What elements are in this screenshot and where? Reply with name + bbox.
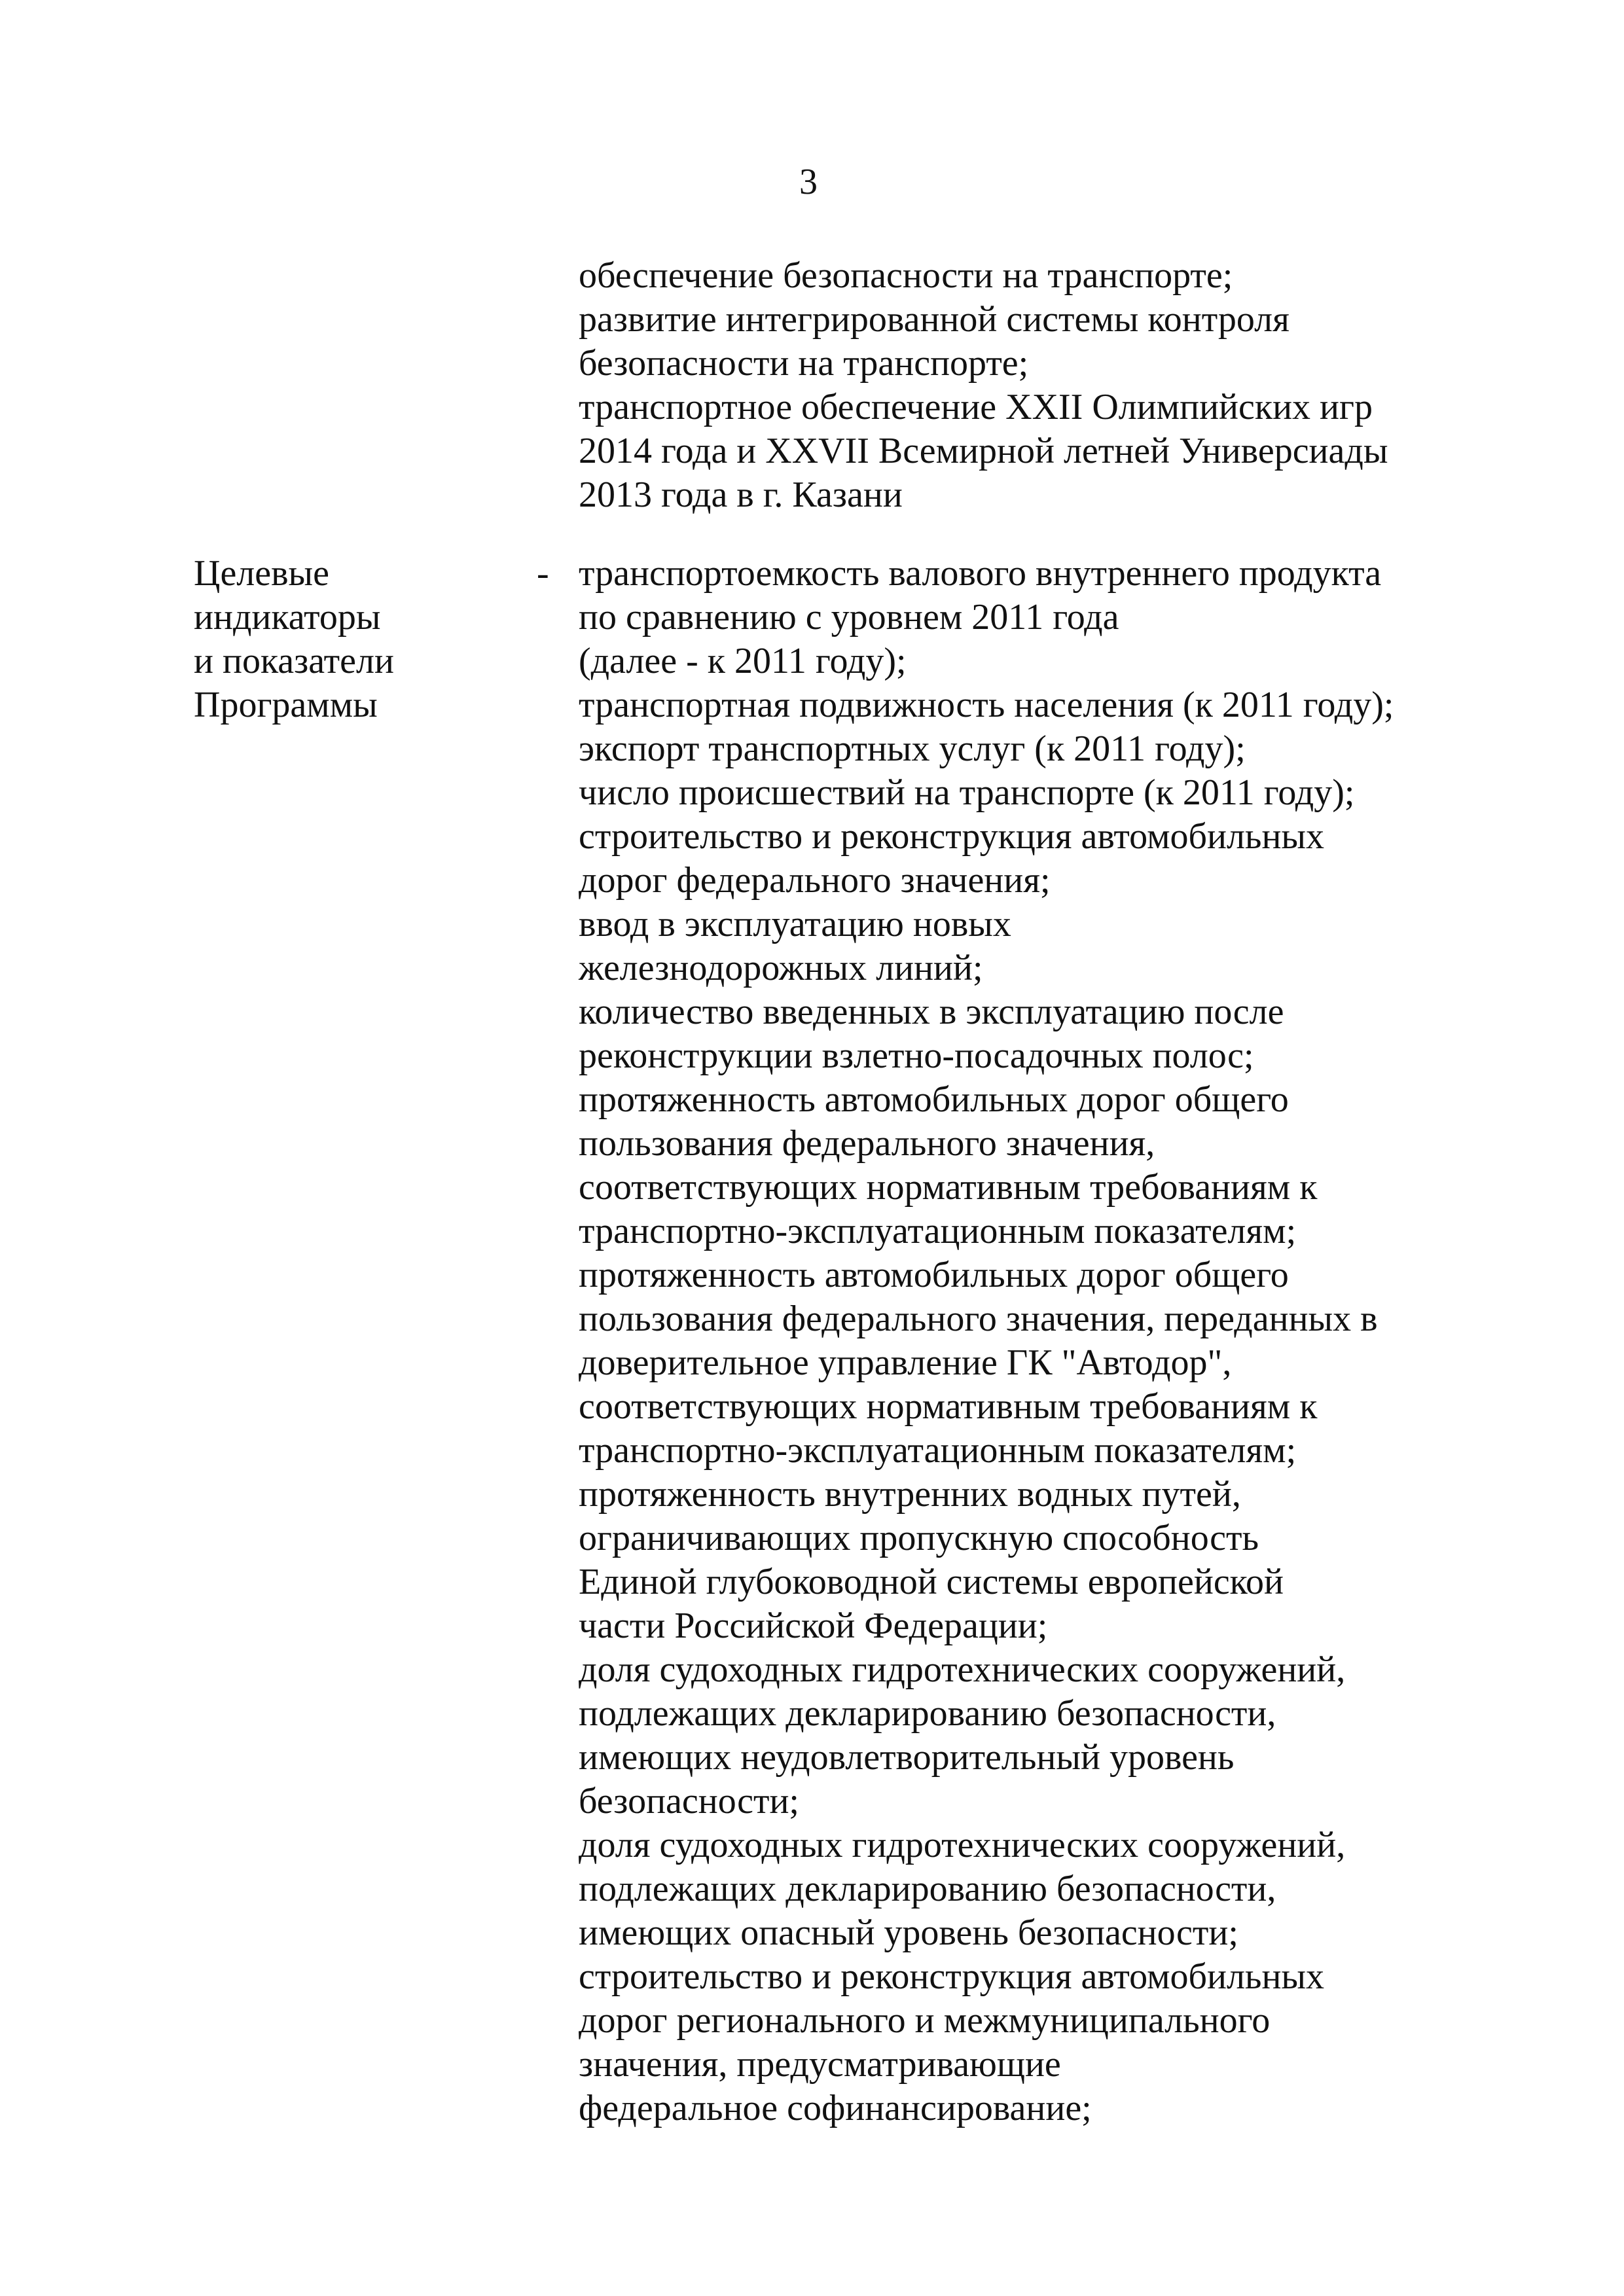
section-label-line: и показатели xyxy=(194,641,394,681)
intro-line: развитие интегрированной системы контроля xyxy=(579,299,1290,340)
indicator-line: имеющих опасный уровень безопасности; xyxy=(579,1912,1238,1953)
indicator-line: реконструкции взлетно-посадочных полос; xyxy=(579,1035,1254,1076)
indicator-line: транспортно-эксплуатационным показателям; xyxy=(579,1430,1297,1471)
indicator-line: подлежащих декларированию безопасности, xyxy=(579,1693,1276,1734)
section-label xyxy=(194,552,394,727)
intro-line: транспортное обеспечение XXII Олимпийских игр xyxy=(579,387,1373,427)
indicator-line: число происшествий на транспорте (к 2011 году); xyxy=(579,772,1355,813)
indicator-line: Единой глубоководной системы европейской xyxy=(579,1562,1284,1602)
intro-line: 2014 года и XXVII Всемирной летней Универсиады xyxy=(579,431,1388,471)
indicator-line: экспорт транспортных услуг (к 2011 году); xyxy=(579,728,1246,769)
indicator-line: количество введенных в эксплуатацию после xyxy=(579,992,1284,1032)
indicator-line: безопасности; xyxy=(579,1781,799,1821)
indicator-line: транспортная подвижность населения (к 2011 году); xyxy=(579,685,1394,725)
indicator-line: транспортоемкость валового внутреннего продукта xyxy=(579,553,1382,594)
indicators-list xyxy=(579,552,1547,2130)
indicator-line: железнодорожных линий; xyxy=(579,948,983,988)
indicator-line: соответствующих нормативным требованиям к xyxy=(579,1167,1318,1208)
indicator-line: федеральное софинансирование; xyxy=(579,2088,1092,2128)
indicator-line: ввод в эксплуатацию новых xyxy=(579,904,1011,944)
intro-line: обеспечение безопасности на транспорте; xyxy=(579,255,1233,296)
section-label-line: Программы xyxy=(194,685,378,725)
indicator-line: доверительное управление ГК "Автодор", xyxy=(579,1342,1232,1383)
indicator-line: имеющих неудовлетворительный уровень xyxy=(579,1737,1235,1778)
page-number: 3 xyxy=(799,162,818,202)
intro-line: 2013 года в г. Казани xyxy=(579,475,903,515)
indicator-line: части Российской Федерации; xyxy=(579,1605,1048,1646)
indicator-line: дорог регионального и межмуниципального xyxy=(579,2000,1271,2041)
section-label-line: Целевые xyxy=(194,553,330,594)
indicator-line: ограничивающих пропускную способность xyxy=(579,1518,1259,1558)
indicator-line: протяженность внутренних водных путей, xyxy=(579,1474,1241,1515)
intro-line: безопасности на транспорте; xyxy=(579,343,1029,384)
indicator-line: протяженность автомобильных дорог общего xyxy=(579,1255,1289,1295)
indicator-line: соответствующих нормативным требованиям к xyxy=(579,1386,1318,1427)
indicator-line: доля судоходных гидротехнических сооружений, xyxy=(579,1649,1346,1690)
indicator-line: строительство и реконструкция автомобильных xyxy=(579,1956,1325,1997)
indicator-line: транспортно-эксплуатационным показателям; xyxy=(579,1211,1297,1251)
indicator-line: (далее - к 2011 году); xyxy=(579,641,907,681)
indicator-line: доля судоходных гидротехнических сооружений, xyxy=(579,1825,1346,1865)
indicator-line: значения, предусматривающие xyxy=(579,2044,1061,2085)
indicator-line: подлежащих декларированию безопасности, xyxy=(579,1869,1276,1909)
indicator-line: пользования федерального значения, переданных в xyxy=(579,1299,1378,1339)
indicator-line: протяженность автомобильных дорог общего xyxy=(579,1079,1289,1120)
indicator-line: дорог федерального значения; xyxy=(579,860,1051,901)
section-label-line: индикаторы xyxy=(194,597,381,637)
section-dash: - xyxy=(537,553,549,594)
indicator-line: строительство и реконструкция автомобильных xyxy=(579,816,1325,857)
indicator-line: пользования федерального значения, xyxy=(579,1123,1155,1164)
indicator-line: по сравнению с уровнем 2011 года xyxy=(579,597,1119,637)
intro-paragraph xyxy=(579,254,1547,517)
